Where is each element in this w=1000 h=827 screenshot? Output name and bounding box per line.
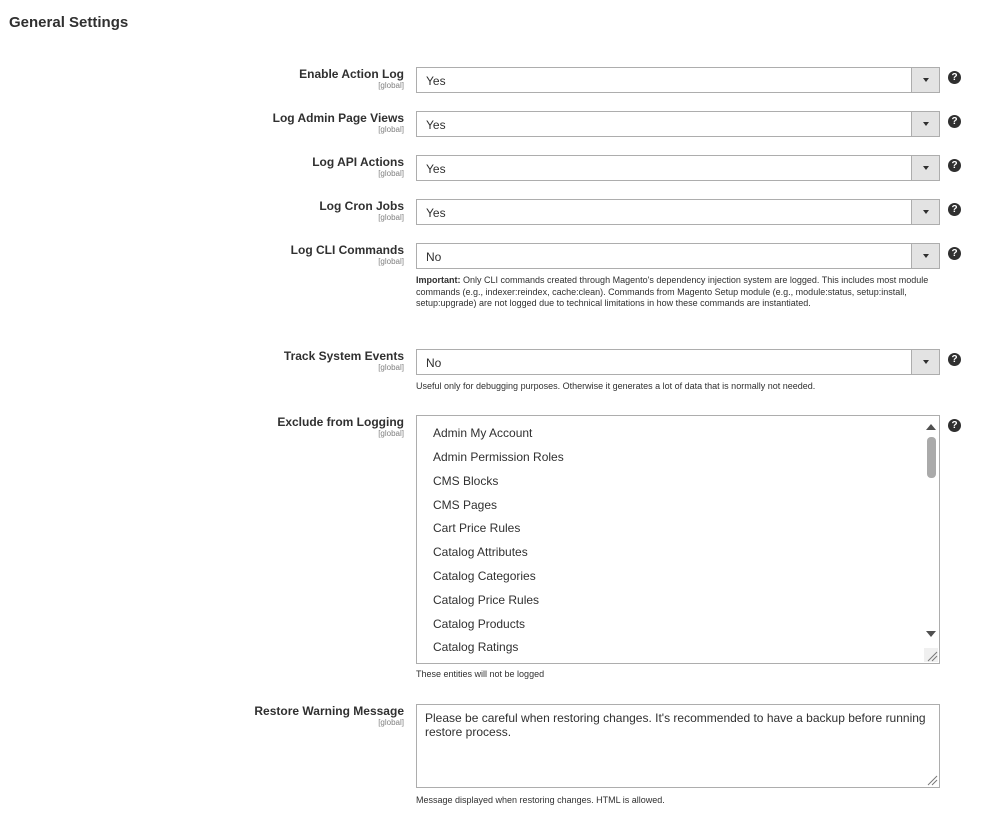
scope-label: [global] — [378, 213, 404, 222]
exclude-from-logging-multiselect[interactable] — [416, 415, 940, 664]
scope-label: [global] — [378, 718, 404, 727]
question-circle-icon[interactable]: ? — [948, 159, 961, 172]
field-label: Track System Events — [283, 349, 404, 363]
note-text: Only CLI commands created through Magento's dependency injection system are logged. This includes most module commands (e.g., indexer:reindex, cache:clean). Commands from Magento Setup module (e.g., module:status, setup:install, setup:upgrade) are not logged due to technical limitations in how these commands are instantiated. — [416, 275, 929, 308]
scope-label: [global] — [378, 169, 404, 178]
textarea-value: Please be careful when restoring changes. It's recommended to have a backup before running restore process. — [425, 711, 926, 739]
scope-label: [global] — [378, 81, 404, 90]
multiselect-option[interactable]: Admin Permission Roles — [433, 450, 564, 464]
multiselect-option[interactable]: Catalog Attributes — [433, 545, 528, 559]
chevron-down-icon[interactable] — [911, 200, 939, 224]
multiselect-option[interactable]: Catalog Price Rules — [433, 593, 540, 607]
chevron-down-icon[interactable] — [911, 244, 939, 268]
section-title: General Settings — [9, 14, 129, 31]
question-circle-icon[interactable]: ? — [948, 71, 961, 84]
select-value: No — [426, 250, 442, 264]
select-value: Yes — [426, 162, 446, 176]
chevron-down-icon[interactable] — [911, 156, 939, 180]
scrollbar-thumb[interactable] — [927, 437, 936, 478]
select-value: Yes — [426, 206, 446, 220]
multiselect-option[interactable]: Catalog Categories — [433, 569, 536, 583]
log-cron-jobs-select[interactable] — [416, 199, 940, 225]
scope-label: [global] — [378, 257, 404, 266]
question-circle-icon[interactable]: ? — [948, 247, 961, 260]
scope-label: [global] — [378, 125, 404, 134]
chevron-down-icon[interactable] — [911, 112, 939, 136]
track-system-events-note: Useful only for debugging purposes. Otherwise it generates a lot of data that is normally not needed. — [416, 381, 816, 391]
note-strong: Important: — [416, 275, 461, 285]
question-circle-icon[interactable]: ? — [948, 115, 961, 128]
log-admin-page-views-select[interactable] — [416, 111, 940, 137]
question-circle-icon[interactable]: ? — [948, 419, 961, 432]
resize-handle-icon[interactable] — [924, 772, 938, 786]
select-value: Yes — [426, 118, 446, 132]
track-system-events-select[interactable] — [416, 349, 940, 375]
multiselect-option[interactable]: Cart Price Rules — [433, 521, 521, 535]
field-label: Restore Warning Message — [254, 704, 404, 718]
select-value: No — [426, 356, 442, 370]
select-value: Yes — [426, 74, 446, 88]
question-circle-icon[interactable]: ? — [948, 203, 961, 216]
log-api-actions-select[interactable] — [416, 155, 940, 181]
restore-warning-message-textarea[interactable] — [416, 704, 940, 788]
multiselect-option[interactable]: CMS Pages — [433, 498, 498, 512]
restore-warning-message-note: Message displayed when restoring changes. HTML is allowed. — [416, 795, 665, 805]
scope-label: [global] — [378, 429, 404, 438]
exclude-from-logging-note: These entities will not be logged — [416, 669, 545, 679]
multiselect-option[interactable]: Admin My Account — [433, 426, 533, 440]
log-cli-commands-select[interactable] — [416, 243, 940, 269]
scroll-down-arrow-icon[interactable] — [926, 631, 936, 637]
enable-action-log-select[interactable] — [416, 67, 940, 93]
multiselect-option[interactable]: Catalog Products — [433, 617, 526, 631]
multiselect-option[interactable]: Catalog Ratings — [433, 640, 519, 654]
field-label: Log Cron Jobs — [319, 199, 404, 213]
field-label: Log API Actions — [312, 155, 404, 169]
field-label: Log CLI Commands — [290, 243, 404, 257]
field-label: Enable Action Log — [299, 67, 404, 81]
chevron-down-icon[interactable] — [911, 350, 939, 374]
scope-label: [global] — [378, 363, 404, 372]
resize-handle-icon[interactable] — [924, 648, 938, 662]
field-label: Exclude from Logging — [277, 415, 404, 429]
multiselect-option[interactable]: CMS Blocks — [433, 474, 499, 488]
chevron-down-icon[interactable] — [911, 68, 939, 92]
field-label: Log Admin Page Views — [272, 111, 404, 125]
question-circle-icon[interactable]: ? — [948, 353, 961, 366]
cli-commands-note — [416, 275, 936, 310]
scroll-up-arrow-icon[interactable] — [926, 424, 936, 430]
